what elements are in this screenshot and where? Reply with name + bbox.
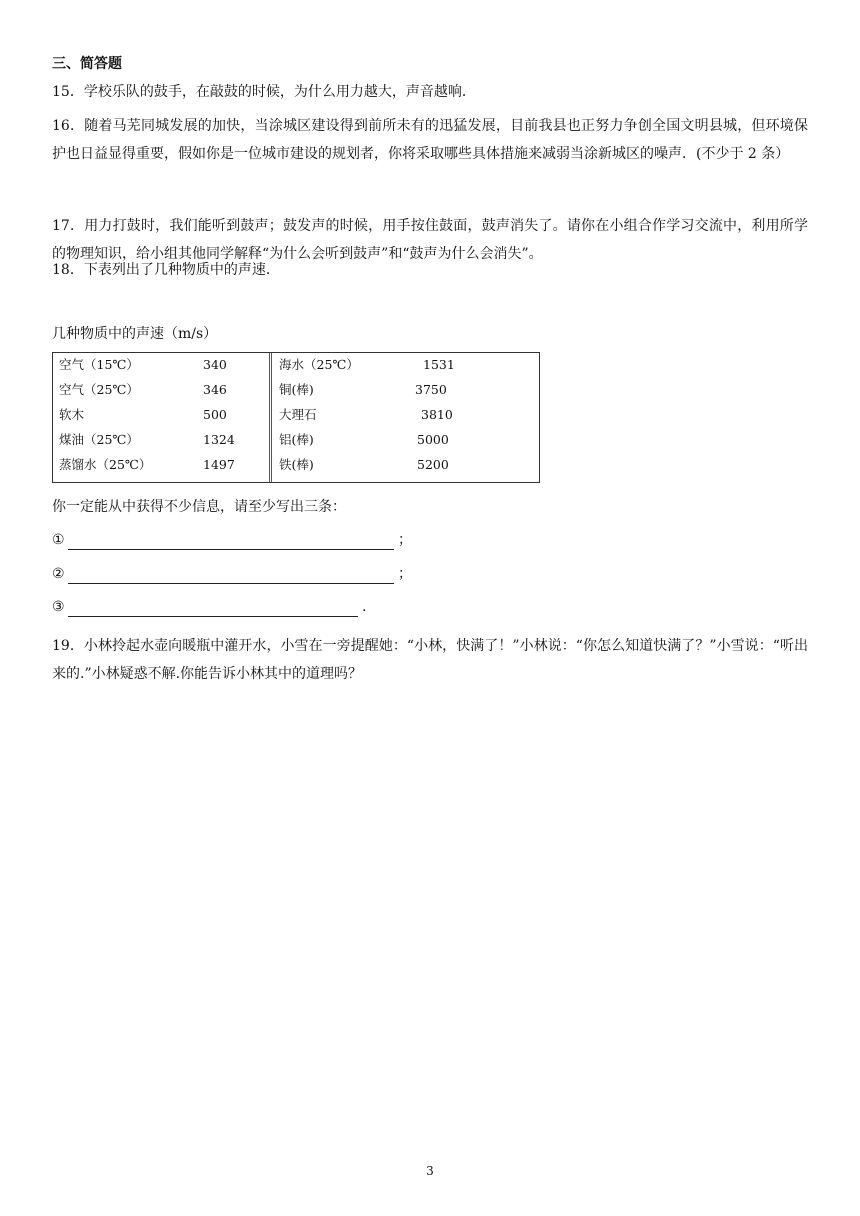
- table-cell-name: 蒸馏水（25℃）: [59, 457, 152, 472]
- table-cell-name: 煤油（25℃）: [59, 432, 139, 447]
- answer-blank[interactable]: [68, 535, 394, 550]
- section-title: 三、简答题: [52, 56, 122, 72]
- question-19: 19．小林拎起水壶向暖瓶中灌开水，小雪在一旁提醒她：“小林，快满了！”小林说：“你怎么知道快满了？”小雪说：“听出来的.”小林疑惑不解.你能告诉小林其中的道理吗？: [52, 638, 808, 682]
- table-cell-name: 空气（15℃）: [59, 357, 139, 372]
- question-16: 16．随着马芜同城发展的加快，当涂城区建设得到前所未有的迅猛发展，目前我县也正努力争创全国文明县城，但环境保护也日益显得重要，假如你是一位城市建设的规划者，你将采取哪些具体措施来减弱当涂新城区的噪声．(不少于 2 条）: [52, 118, 808, 162]
- answer-end-punct: ；: [398, 566, 412, 582]
- sound-speed-table: [52, 352, 540, 483]
- answer-line-1[interactable]: [52, 530, 412, 550]
- answer-line-2[interactable]: [52, 564, 412, 584]
- answer-end-punct: .: [362, 599, 367, 615]
- question-18: 18．下表列出了几种物质中的声速．: [52, 262, 280, 278]
- table-cell-value: 5200: [417, 457, 449, 472]
- answer-end-punct: ；: [398, 532, 412, 548]
- table-cell-name: 铁(棒): [279, 457, 314, 472]
- table-cell-name: 海水（25℃）: [279, 357, 359, 372]
- table-divider: [269, 353, 272, 482]
- page-number: 3: [426, 1164, 434, 1178]
- question-15: 15．学校乐队的鼓手，在敲鼓的时候，为什么用力越大，声音越响．: [52, 84, 476, 100]
- table-caption: 几种物质中的声速（m/s）: [52, 326, 218, 342]
- table-cell-value: 1497: [203, 457, 235, 472]
- table-cell-value: 3810: [421, 407, 453, 422]
- answer-line-3[interactable]: [52, 597, 366, 617]
- table-cell-value: 1324: [203, 432, 235, 447]
- table-cell-value: 5000: [417, 432, 449, 447]
- table-cell-value: 346: [203, 382, 227, 397]
- table-cell-value: 1531: [423, 357, 455, 372]
- table-cell-name: 空气（25℃）: [59, 382, 139, 397]
- answer-mark: ①: [52, 532, 65, 548]
- answer-mark: ③: [52, 599, 65, 615]
- table-cell-value: 340: [203, 357, 227, 372]
- answer-blank[interactable]: [68, 602, 358, 617]
- question-17: 17．用力打鼓时，我们能听到鼓声；鼓发声的时候，用手按住鼓面，鼓声消失了。请你在小组合作学习交流中，利用所学的物理知识，给小组其他同学解释“为什么会听到鼓声”和“鼓声为什么会消失”。: [52, 218, 808, 262]
- table-cell-name: 大理石: [279, 407, 317, 422]
- table-cell-name: 铝(棒): [279, 432, 314, 447]
- answer-prompt: 你一定能从中获得不少信息，请至少写出三条：: [52, 499, 346, 515]
- table-cell-value: 500: [203, 407, 227, 422]
- table-cell-value: 3750: [415, 382, 447, 397]
- table-cell-name: 软木: [59, 407, 85, 422]
- answer-mark: ②: [52, 566, 65, 582]
- table-cell-name: 铜(棒): [279, 382, 314, 397]
- answer-blank[interactable]: [68, 569, 394, 584]
